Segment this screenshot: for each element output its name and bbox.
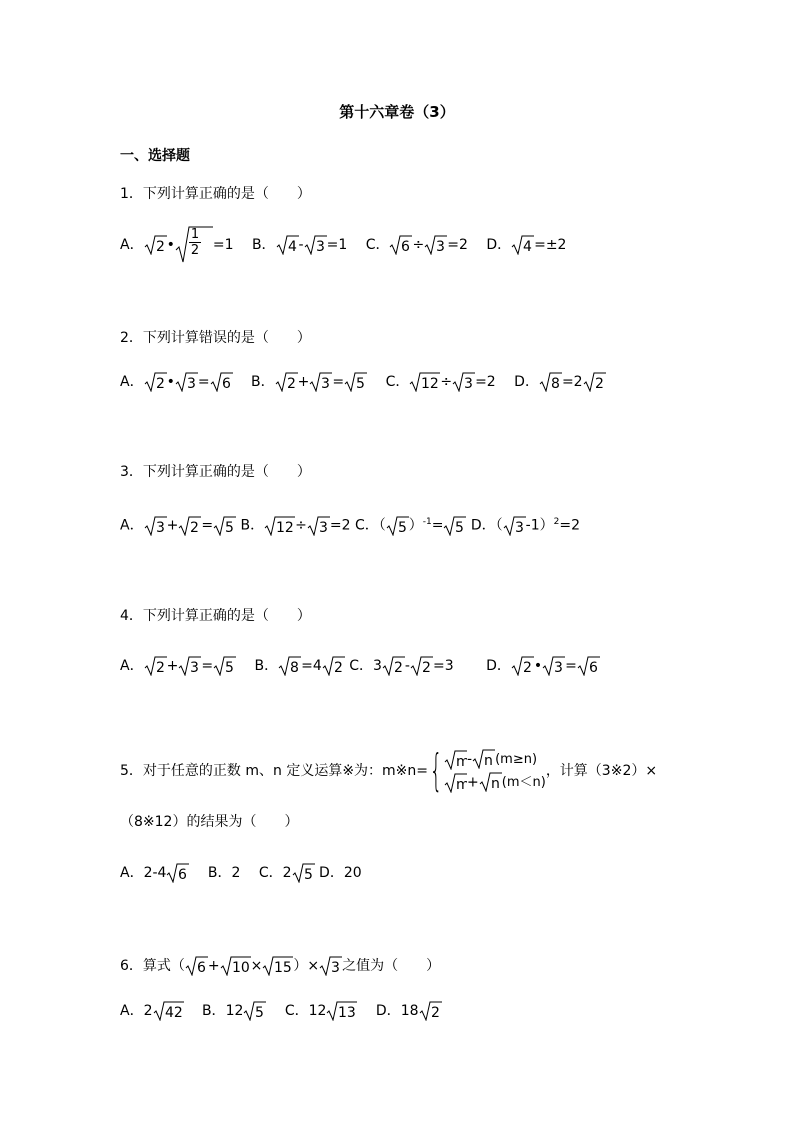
- option-a-label: A．: [120, 237, 144, 253]
- svg-text:15: 15: [274, 960, 293, 976]
- svg-text:42: 42: [164, 1005, 183, 1021]
- sqrt: [444, 749, 467, 771]
- sqrt-frac: $\frac{1}{2}$: [175, 226, 213, 264]
- svg-text:3: 3: [436, 239, 446, 255]
- sqrt: [275, 372, 298, 392]
- svg-text:12: 12: [421, 376, 440, 392]
- svg-text:4: 4: [287, 239, 297, 255]
- sqrt: [262, 956, 293, 976]
- svg-text:5: 5: [225, 660, 234, 676]
- svg-text:2: 2: [430, 1005, 440, 1021]
- svg-text:m: m: [456, 753, 468, 770]
- sqrt: [278, 656, 301, 676]
- svg-text:13: 13: [338, 1005, 357, 1021]
- sqrt: [175, 372, 198, 392]
- sqrt: [472, 748, 537, 771]
- svg-text:m: m: [456, 776, 468, 793]
- svg-text:6: 6: [221, 376, 231, 392]
- svg-text:n: n: [484, 753, 493, 769]
- piecewise: m - n (m≥n) m + n (m＜n): [444, 748, 546, 794]
- svg-text:4: 4: [523, 239, 533, 255]
- sqrt: [166, 863, 189, 883]
- sqrt: [503, 516, 526, 536]
- svg-text:3: 3: [190, 660, 200, 676]
- svg-text:2: 2: [522, 660, 532, 676]
- svg-text:2: 2: [421, 660, 431, 676]
- sqrt: [264, 516, 295, 536]
- sqrt: [344, 372, 367, 392]
- sqrt: [213, 516, 236, 536]
- sqrt: [539, 372, 562, 392]
- sqrt: [410, 656, 433, 676]
- sqrt: [178, 656, 201, 676]
- sqrt: [178, 516, 201, 536]
- sqrt: [220, 956, 251, 976]
- option-d-label: D．: [486, 237, 512, 253]
- svg-text:8: 8: [550, 376, 560, 392]
- svg-text:3: 3: [155, 519, 165, 536]
- svg-text:2: 2: [393, 660, 403, 676]
- sqrt: [144, 372, 167, 392]
- sqrt: [382, 656, 405, 676]
- sqrt: [144, 656, 167, 676]
- sqrt: [307, 516, 330, 536]
- question-1-stem: 1．下列计算正确的是（ ）: [120, 186, 311, 202]
- svg-text:6: 6: [588, 660, 598, 676]
- sqrt: [577, 656, 600, 676]
- sqrt: [292, 863, 315, 883]
- svg-text:10: 10: [231, 960, 250, 976]
- sqrt: [511, 656, 534, 676]
- svg-text:3: 3: [321, 376, 331, 392]
- question-4-options: A． 2 + 3 = 5 B． 8 =4 2 C．3 2 - 2 =3 D． 2 • 3 = 6: [120, 656, 600, 676]
- sqrt: [309, 372, 332, 392]
- sqrt: [443, 516, 466, 536]
- sqrt: [444, 772, 467, 794]
- question-5-options: A．2-4 6 B．2 C．2 5 D．20: [120, 865, 362, 883]
- svg-text:2: 2: [155, 239, 165, 255]
- svg-text:2: 2: [190, 519, 200, 536]
- brace: {: [429, 745, 443, 796]
- svg-text:5: 5: [397, 519, 407, 536]
- sqrt: [542, 656, 565, 676]
- sqrt: [153, 1001, 184, 1021]
- svg-text:6: 6: [196, 960, 206, 976]
- sqrt: [213, 656, 236, 676]
- svg-text:2: 2: [594, 376, 604, 392]
- svg-text:5: 5: [303, 867, 313, 883]
- svg-text:2: 2: [286, 376, 296, 392]
- svg-text:3: 3: [514, 519, 524, 536]
- sqrt: [144, 516, 167, 536]
- sqrt: [583, 372, 606, 392]
- case-condition: (m＜n): [501, 775, 546, 790]
- svg-text:2: 2: [155, 376, 165, 392]
- svg-text:6: 6: [178, 867, 188, 883]
- sqrt: [326, 1001, 357, 1021]
- question-5-stem: 5．对于任意的正数 m、n 定义运算※为：m※n={ m - n (m≥n) m + n (m＜n) ，计算（3※2）×: [120, 745, 658, 796]
- sqrt: [210, 372, 233, 392]
- svg-text:3: 3: [318, 519, 328, 536]
- svg-text:5: 5: [225, 519, 234, 536]
- option-c-label: C．: [365, 237, 390, 253]
- question-3-stem: 3．下列计算正确的是（ ）: [120, 464, 311, 480]
- sqrt: [419, 1001, 442, 1021]
- sqrt: [243, 1001, 266, 1021]
- question-6-options: A．2 42 B．12 5 C．12 13 D．18 2: [120, 1001, 442, 1021]
- sqrt: [322, 656, 345, 676]
- svg-text:2: 2: [333, 660, 343, 676]
- sqrt: [389, 228, 412, 262]
- sqrt: [144, 228, 167, 262]
- question-5-stem-cont: （8※12）的结果为（ ）: [120, 814, 299, 830]
- svg-text:3: 3: [464, 376, 473, 392]
- question-2-stem: 2．下列计算错误的是（ ）: [120, 330, 311, 346]
- svg-text:3: 3: [331, 960, 341, 976]
- svg-text:5: 5: [356, 376, 366, 392]
- case-condition: (m≥n): [495, 752, 538, 767]
- svg-text:n: n: [490, 776, 500, 792]
- svg-text:3: 3: [186, 376, 196, 392]
- page-title: 第十六章卷（3）: [339, 103, 455, 121]
- svg-text:3: 3: [315, 239, 325, 255]
- sqrt: [276, 228, 299, 262]
- svg-text:6: 6: [401, 239, 411, 255]
- question-4-stem: 4．下列计算正确的是（ ）: [120, 608, 311, 624]
- svg-text:12: 12: [276, 519, 294, 536]
- sqrt: [304, 228, 327, 262]
- sqrt: [319, 956, 342, 976]
- question-6-stem: 6．算式（ 6 + 10 × 15 ）× 3 之值为（ ）: [120, 958, 441, 976]
- svg-text:3: 3: [554, 660, 564, 676]
- sqrt: [452, 372, 475, 392]
- sqrt: [511, 228, 534, 262]
- question-1-options: A． 2 • $\frac{1}{2}$ =1 B． 4 - 3 =1 C． 6 ÷ 3 =2 D． 4 =±2: [120, 226, 566, 264]
- section-heading: 一、选择题: [120, 148, 190, 164]
- question-3-options: A． 3 + 2 = 5 B． 12 ÷ 3 =2 C．（ 5 ）$^{-1}$= 5 D．（ 3 -1）$^2$=2: [120, 517, 581, 536]
- sqrt: [424, 228, 447, 262]
- option-b-label: B．: [251, 237, 276, 253]
- sqrt: [386, 516, 409, 536]
- sqrt: [185, 956, 208, 976]
- sqrt: [479, 771, 546, 794]
- svg-text:5: 5: [455, 519, 465, 536]
- sqrt: [409, 372, 440, 392]
- svg-text:5: 5: [255, 1005, 265, 1021]
- question-2-options: A． 2 • 3 = 6 B． 2 + 3 = 5 C． 12 ÷ 3 =2 D． 8 =2 2: [120, 372, 606, 392]
- svg-text:8: 8: [290, 660, 300, 676]
- svg-text:2: 2: [155, 660, 165, 676]
